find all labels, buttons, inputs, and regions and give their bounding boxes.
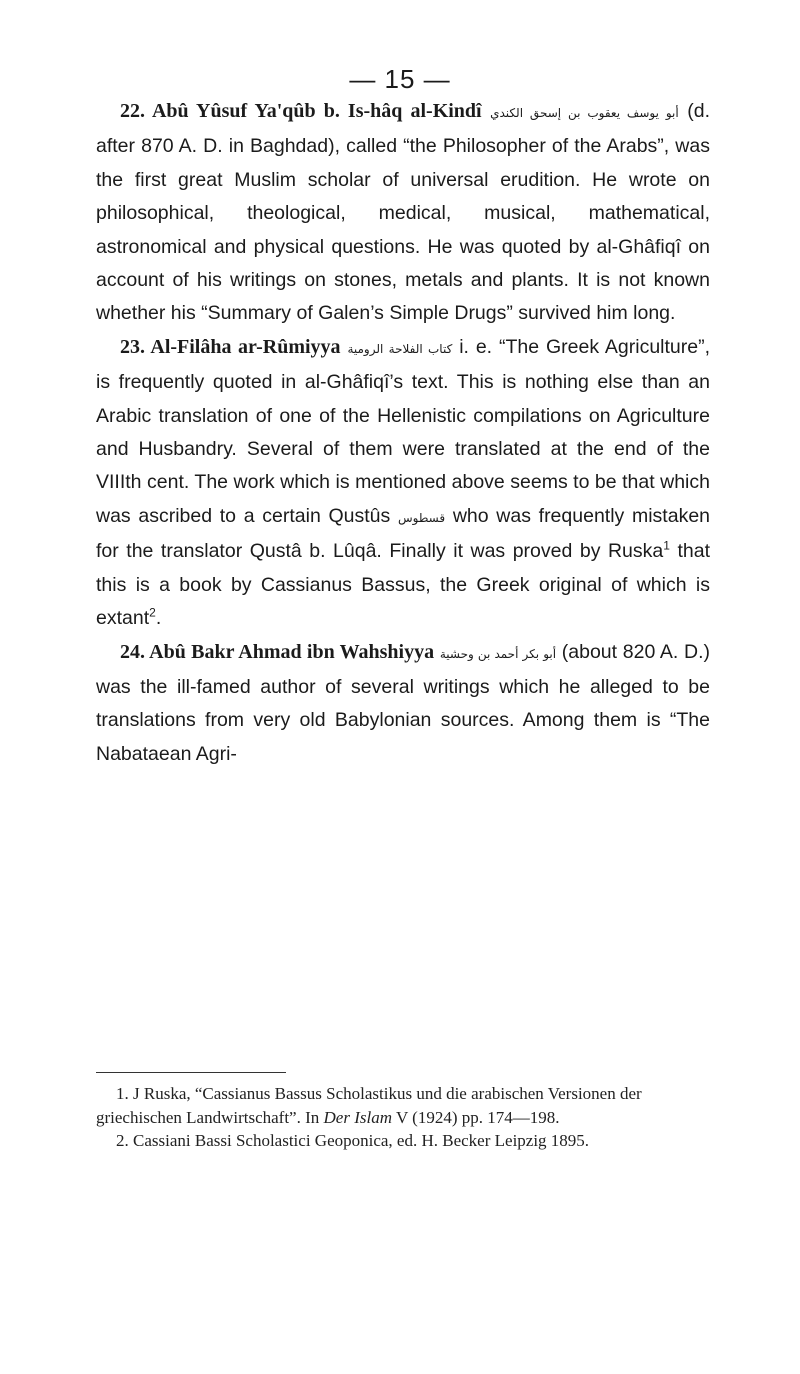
journal-title: Der Islam — [323, 1107, 392, 1127]
footnotes — [96, 1082, 710, 1153]
page-number: — 15 — — [349, 64, 451, 94]
footnote-ref: 2 — [149, 605, 156, 620]
footnote-text: V (1924) pp. 174—198. — [395, 1107, 560, 1127]
entry-text: (d. after 870 A. D. in Baghdad), called “the Philosopher of the Arabs”, was the first great Muslim scholar of universal erudition. He wrote on philosophical, theological, medical, musical, mathematical, astronomical and physical questions. He was quoted by al-Ghâfiqî on account of his writings on stones, metals and plants. It is not known whether his “Summary of Galen’s Simple Drugs” survived him long. — [96, 100, 710, 325]
entry-22 — [96, 95, 710, 331]
arabic-name: أبو يوسف يعقوب بن إسحق الكندي — [490, 106, 679, 120]
footnote-text: Cassiani Bassi Scholastici Geoponica, ed. H. Becker Leipzig 1895. — [133, 1131, 590, 1150]
arabic-name: قسطوس — [397, 510, 446, 525]
footnote-ref: 1 — [663, 538, 670, 553]
arabic-name: أبو بكر أحمد بن وحشية — [439, 646, 557, 661]
main-text — [96, 95, 710, 771]
footnote-1 — [96, 1082, 710, 1129]
entry-text: . — [155, 607, 162, 630]
entry-text: that this is a book by Cassianus Bassus, the Greek original of which is extant — [96, 540, 710, 630]
entry-23 — [96, 331, 710, 636]
entry-heading: 23. Al-Filâha ar-Rûmiyya — [120, 335, 341, 358]
footnote-divider — [96, 1072, 286, 1073]
entry-24 — [96, 636, 710, 772]
arabic-name: كتاب الفلاحة الرومية — [347, 341, 453, 356]
footnote-label: 1. — [116, 1084, 129, 1103]
entry-heading: 24. Abû Bakr Ahmad ibn Wahshiyya — [120, 640, 435, 663]
entry-text: i. e. “The Greek Agriculture”, is frequently quoted in al-Ghâfiqî’s text. This is nothing else than an Arabic translation of one of the Hellenistic compilations on Agriculture and Husbandry. Several of them were translated at the end of the VIIIth cent. The work which is mentioned above seems to be that which was ascribed to a certain Qustûs — [96, 335, 711, 527]
entry-text: (about 820 A. D.) was the ill-famed author of several writings which he alleged to be translations from very old Babylonian sources. Among them is “The Nabataean Agri- — [96, 640, 711, 765]
footnote-label: 2. — [116, 1131, 129, 1150]
entry-text: who was frequently mistaken for the translator Qustâ b. Lûqâ. Finally it was proved by Ruska — [96, 504, 711, 563]
entry-heading: 22. Abû Yûsuf Ya'qûb b. Is-hâq al-Kindî — [120, 100, 482, 122]
footnote-2 — [96, 1129, 710, 1153]
footnote-text: J Ruska, “Cassianus Bassus Scholastikus und die arabischen Versionen der griechischen Landwirtschaft”. In — [96, 1084, 642, 1127]
